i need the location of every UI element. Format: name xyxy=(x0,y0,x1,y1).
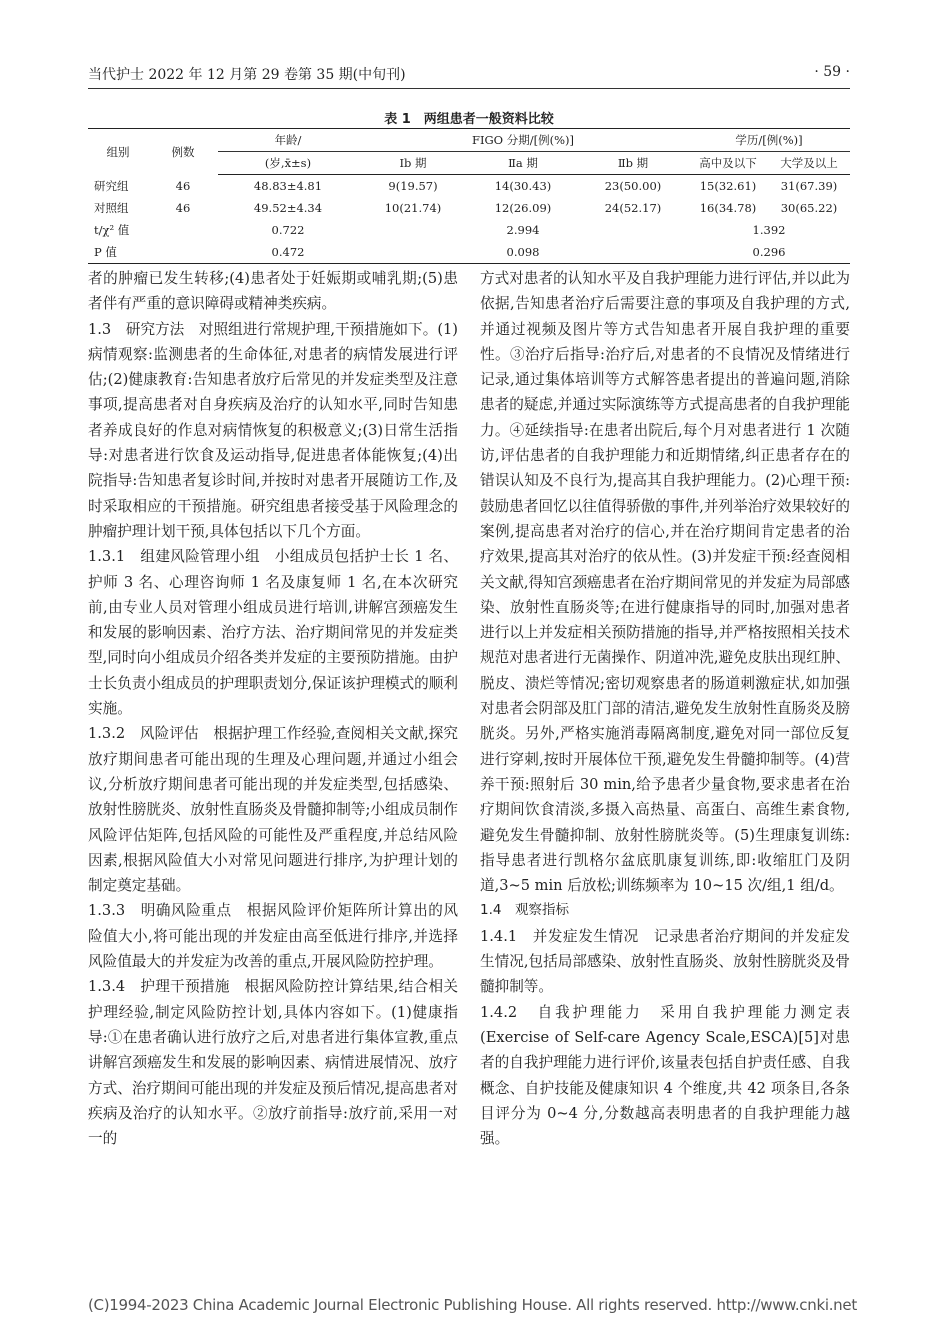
cell: 46 xyxy=(175,178,191,193)
cell: 23(50.00) xyxy=(604,179,662,193)
page-number: · 59 · xyxy=(814,64,850,80)
table-row xyxy=(88,175,850,198)
th-edu: 学历/[例(%)] xyxy=(688,129,850,152)
paragraph: 1.3.1 组建风险管理小组 小组成员包括护士长 1 名、护师 3 名、心理咨询师 1 名及康复师 1 名,在本次研究前,由专业人员对管理小组成员进行培训,讲解宫颈癌发生和发展的影响因素、治疗方法、治疗期间常见的并发症类型,同时向小组成员介绍各类并发症的主要预防措施。由护士长负责小组成员的护理职责划分,保证该护理模式的顺利实施。 xyxy=(88,548,458,718)
cell: 对照组 xyxy=(94,201,129,215)
th-group: 组别 xyxy=(88,129,148,175)
cell: 49.52±4.34 xyxy=(253,201,323,215)
cell: 48.83±4.81 xyxy=(253,179,323,193)
cell: 14(30.43) xyxy=(494,179,552,193)
cell: 24(52.17) xyxy=(604,201,662,215)
th-edu-hs: 高中及以下 xyxy=(688,152,768,175)
th-edu-uni: 大学及以上 xyxy=(768,152,850,175)
cell: 15(32.61) xyxy=(699,179,757,193)
left-column xyxy=(88,266,458,1151)
cell: 46 xyxy=(175,201,191,215)
cell: 1.392 xyxy=(752,223,786,237)
running-head xyxy=(88,64,850,86)
paragraph: 1.4 观察指标 xyxy=(480,902,569,919)
cell: 0.098 xyxy=(358,241,688,264)
cell: 30(65.22) xyxy=(780,201,838,215)
th-figo: FIGO 分期/[例(%)] xyxy=(358,129,688,152)
cell: 0.722 xyxy=(271,223,305,237)
th-age-top: 年龄/ xyxy=(218,129,358,152)
table-caption: 表 1 两组患者一般资料比较 xyxy=(384,112,554,127)
th-figo-1b: Ⅰb 期 xyxy=(358,152,468,175)
cell: 9(19.57) xyxy=(388,179,438,193)
table-row xyxy=(88,197,850,219)
cell: 10(21.74) xyxy=(384,201,442,215)
cell: 31(67.39) xyxy=(780,179,838,193)
paragraph: 1.3.2 风险评估 根据护理工作经验,查阅相关文献,探究放疗期间患者可能出现的生理及心理问题,并通过小组会议,分析放疗期间患者可能出现的并发症类型,包括感染、放射性膀胱炎、放射性直肠炎及骨髓抑制等;小组成员制作风险评估矩阵,包括风险的可能性及严重程度,并总结风险因素,根据风险值大小对常见问题进行排序,为护理计划的制定奠定基础。 xyxy=(88,725,458,895)
cell: P 值 xyxy=(88,241,148,264)
cell: 0.472 xyxy=(218,241,358,264)
copyright-footer: (C)1994-2023 China Academic Journal Electronic Publishing House. All rights reserved. http://www.cnki.net xyxy=(88,1296,857,1314)
th-count: 例数 xyxy=(148,129,218,175)
cell: 16(34.78) xyxy=(699,201,757,215)
cell: 2.994 xyxy=(506,223,540,237)
paragraph: 方式对患者的认知水平及自我护理能力进行评估,并以此为依据,告知患者治疗后需要注意的事项及自我护理的方式,并通过视频及图片等方式告知患者开展自我护理的重要性。③治疗后指导:治疗后,对患者的不良情况及情绪进行记录,通过集体培训等方式解答患者提出的普遍问题,消除患者的疑虑,并通过实际演练等方式提高患者的自我护理能力。④延续指导:在患者出院后,每个月对患者进行 1 次随访,评估患者的自我护理能力和近期情绪,纠正患者存在的错误认知及不良行为,提高其自我护理能力。(2)心理干预:鼓励患者回忆以往值得骄傲的事件,并列举治疗效果较好的案例,提高患者对治疗的信心,并在治疗期间肯定患者的治疗效果,提高其对治疗的依从性。(3)并发症干预:经查阅相关文献,得知宫颈癌患者在治疗期间常见的并发症为局部感染、放射性直肠炎等;在进行健康指导的同时,加强对患者进行以上并发症相关预防措施的指导,并严格按照相关技术规范对患者进行无菌操作、阴道冲洗,避免皮肤出现红肿、脱皮、溃烂等情况;密切观察患者的肠道刺激症状,如加强对患者会阴部及肛门部的清洁,避免发生放射性直肠炎及膀胱炎。另外,严格实施消毒隔离制度,避免对同一部位反复进行穿刺,按时开展体位干预,避免发生骨髓抑制等。(4)营养干预:照射后 30 min,给予患者少量食物,要求患者在治疗期间饮食清淡,多摄入高热量、高蛋白、高维生素食物,避免发生骨髓抑制、放射性膀胱炎等。(5)生理康复训练:指导患者进行凯格尔盆底肌康复训练,即:收缩肛门及阴道,3~5 min 后放松;训练频率为 10~15 次/组,1 组/d。 xyxy=(480,270,850,895)
cell: 12(26.09) xyxy=(494,201,552,215)
paragraph: 1.3.4 护理干预措施 根据风险防控计算结果,结合相关护理经验,制定风险防控计划,具体内容如下。(1)健康指导:①在患者确认进行放疗之后,对患者进行集体宣教,重点讲解宫颈癌发生和发展的影响因素、病情进展情况、放疗方式、治疗期间可能出现的并发症及预后情况,提高患者对疾病及治疗的认知水平。②放疗前指导:放疗前,采用一对一的 xyxy=(88,978,458,1148)
body-columns xyxy=(88,266,850,1151)
paragraph: 者的肿瘤已发生转移;(4)患者处于妊娠期或哺乳期;(5)患者伴有严重的意识障碍或精神类疾病。 xyxy=(88,270,458,313)
right-column xyxy=(480,266,850,1151)
data-table xyxy=(88,128,850,264)
header-rule xyxy=(88,88,850,89)
paragraph: 1.3 研究方法 对照组进行常规护理,干预措施如下。(1)病情观察:监测患者的生命体征,对患者的病情发展进行评估;(2)健康教育:告知患者放疗后常见的并发症类型及注意事项,提高患者对自身疾病及治疗的认知水平,同时告知患者养成良好的作息对病情恢复的积极意义;(3)日常生活指导:对患者进行饮食及运动指导,促进患者体能恢复;(4)出院指导:告知患者复诊时间,并按时对患者开展随访工作,及时采取相应的干预措施。研究组患者接受基于风险理念的肿瘤护理计划干预,具体包括以下几个方面。 xyxy=(88,320,458,540)
paragraph: 1.4.2 自我护理能力 采用自我护理能力测定表(Exercise of Self-care Agency Scale,ESCA)[5]对患者的自我护理能力进行评价,该量表包括自护责任感、自我概念、自护技能及健康知识 4 个维度,共 42 项条目,各条目评分为 0~4 分,分数越高表明患者的自我护理能力越强。 xyxy=(480,1003,850,1148)
th-age-unit: (岁,x̄±s) xyxy=(218,152,358,175)
cell: 研究组 xyxy=(94,178,129,193)
paragraph: 1.3.3 明确风险重点 根据风险评价矩阵所计算出的风险值大小,将可能出现的并发症由高至低进行排序,并选择风险值最大的并发症为改善的重点,开展风险防控护理。 xyxy=(88,902,458,971)
cell: t/χ² 值 xyxy=(94,223,130,237)
table-row xyxy=(88,219,850,241)
th-figo-2b: Ⅱb 期 xyxy=(578,152,688,175)
table-row xyxy=(88,241,850,264)
th-figo-2a: Ⅱa 期 xyxy=(468,152,578,175)
cell: 0.296 xyxy=(688,241,850,264)
paragraph: 1.4.1 并发症发生情况 记录患者治疗期间的并发症发生情况,包括局部感染、放射性直肠炎、放射性膀胱炎及骨髓抑制等。 xyxy=(480,927,850,996)
journal-info: 当代护士 2022 年 12 月第 29 卷第 35 期(中旬刊) xyxy=(88,67,406,83)
